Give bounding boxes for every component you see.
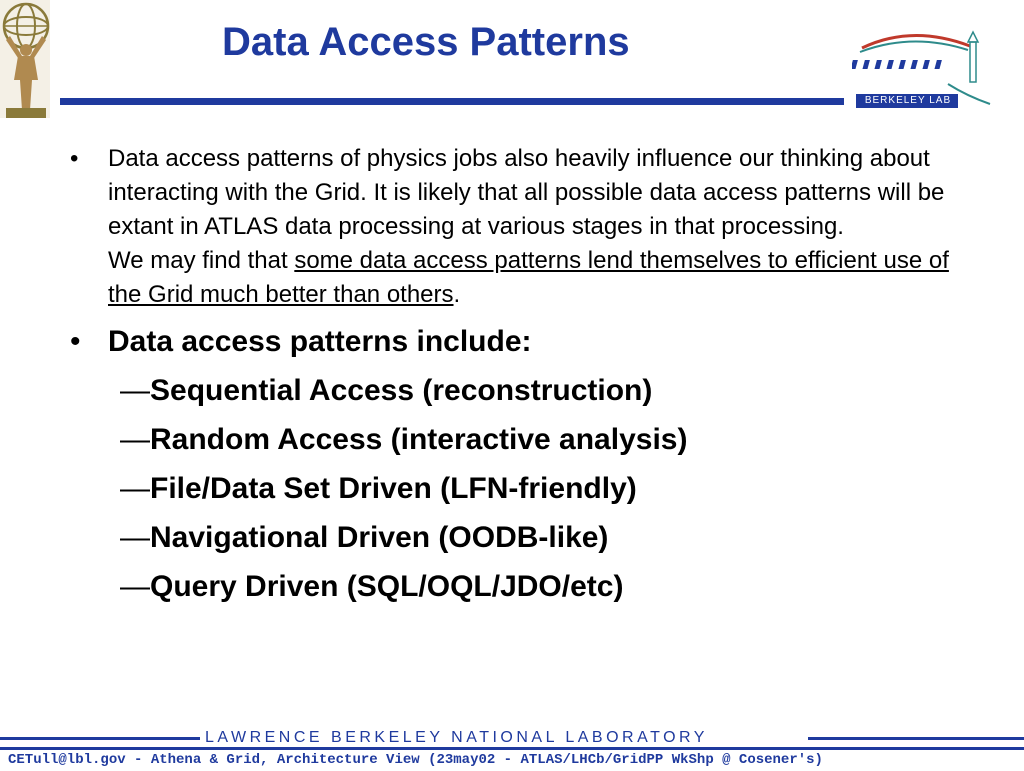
bullet-text-main: Data access patterns of physics jobs also heavily influence our thinking about interacting with the Grid. It is likely that all possible data access patterns will be extant in ATLAS data processing at various stages in that processing. bbox=[108, 145, 945, 240]
bullet-item bbox=[70, 322, 970, 362]
sub-item-label: Query Driven (SQL/OQL/JDO/etc) bbox=[150, 570, 624, 603]
sub-item-dash: — bbox=[120, 423, 150, 456]
bullet-dot: • bbox=[70, 325, 81, 358]
bullet-text-prefix: We may find that bbox=[108, 247, 295, 274]
bullet-text-suffix: . bbox=[453, 281, 461, 308]
bullet-item bbox=[70, 142, 970, 312]
footer-text: CETull@lbl.gov - Athena & Grid, Architecture View (23may02 - ATLAS/LHCb/GridPP WkShp @ Cosener's) bbox=[8, 752, 823, 768]
title-divider bbox=[60, 98, 844, 105]
sub-item-dash: — bbox=[120, 521, 150, 554]
sub-item-label: Random Access (interactive analysis) bbox=[150, 423, 688, 456]
sub-item bbox=[120, 567, 970, 607]
atlas-logo-icon bbox=[0, 0, 50, 118]
sub-item-dash: — bbox=[120, 374, 150, 407]
bullet-heading: Data access patterns include: bbox=[108, 325, 532, 358]
page-title: Data Access Patterns bbox=[222, 20, 630, 64]
sub-item-label: Navigational Driven (OODB-like) bbox=[150, 521, 609, 554]
sub-item bbox=[120, 518, 970, 558]
bullet-text-underlined: some data access patterns lend themselves to efficient use of the Grid much better than others bbox=[108, 247, 949, 308]
footer-bar bbox=[0, 747, 1024, 771]
sub-item-dash: — bbox=[120, 472, 150, 505]
berkeley-lab-label: BERKELEY LAB bbox=[864, 95, 952, 106]
sub-item-label: Sequential Access (reconstruction) bbox=[150, 374, 653, 407]
sub-item bbox=[120, 469, 970, 509]
sub-item bbox=[120, 420, 970, 460]
sub-item-label: File/Data Set Driven (LFN-friendly) bbox=[150, 472, 637, 505]
lab-name-banner: LAWRENCE BERKELEY NATIONAL LABORATORY bbox=[205, 729, 708, 746]
sub-item bbox=[120, 371, 970, 411]
bullet-dot: • bbox=[70, 145, 79, 172]
berkeley-lab-logo bbox=[852, 26, 992, 112]
sub-item-dash: — bbox=[120, 570, 150, 603]
slide-content bbox=[70, 142, 970, 607]
